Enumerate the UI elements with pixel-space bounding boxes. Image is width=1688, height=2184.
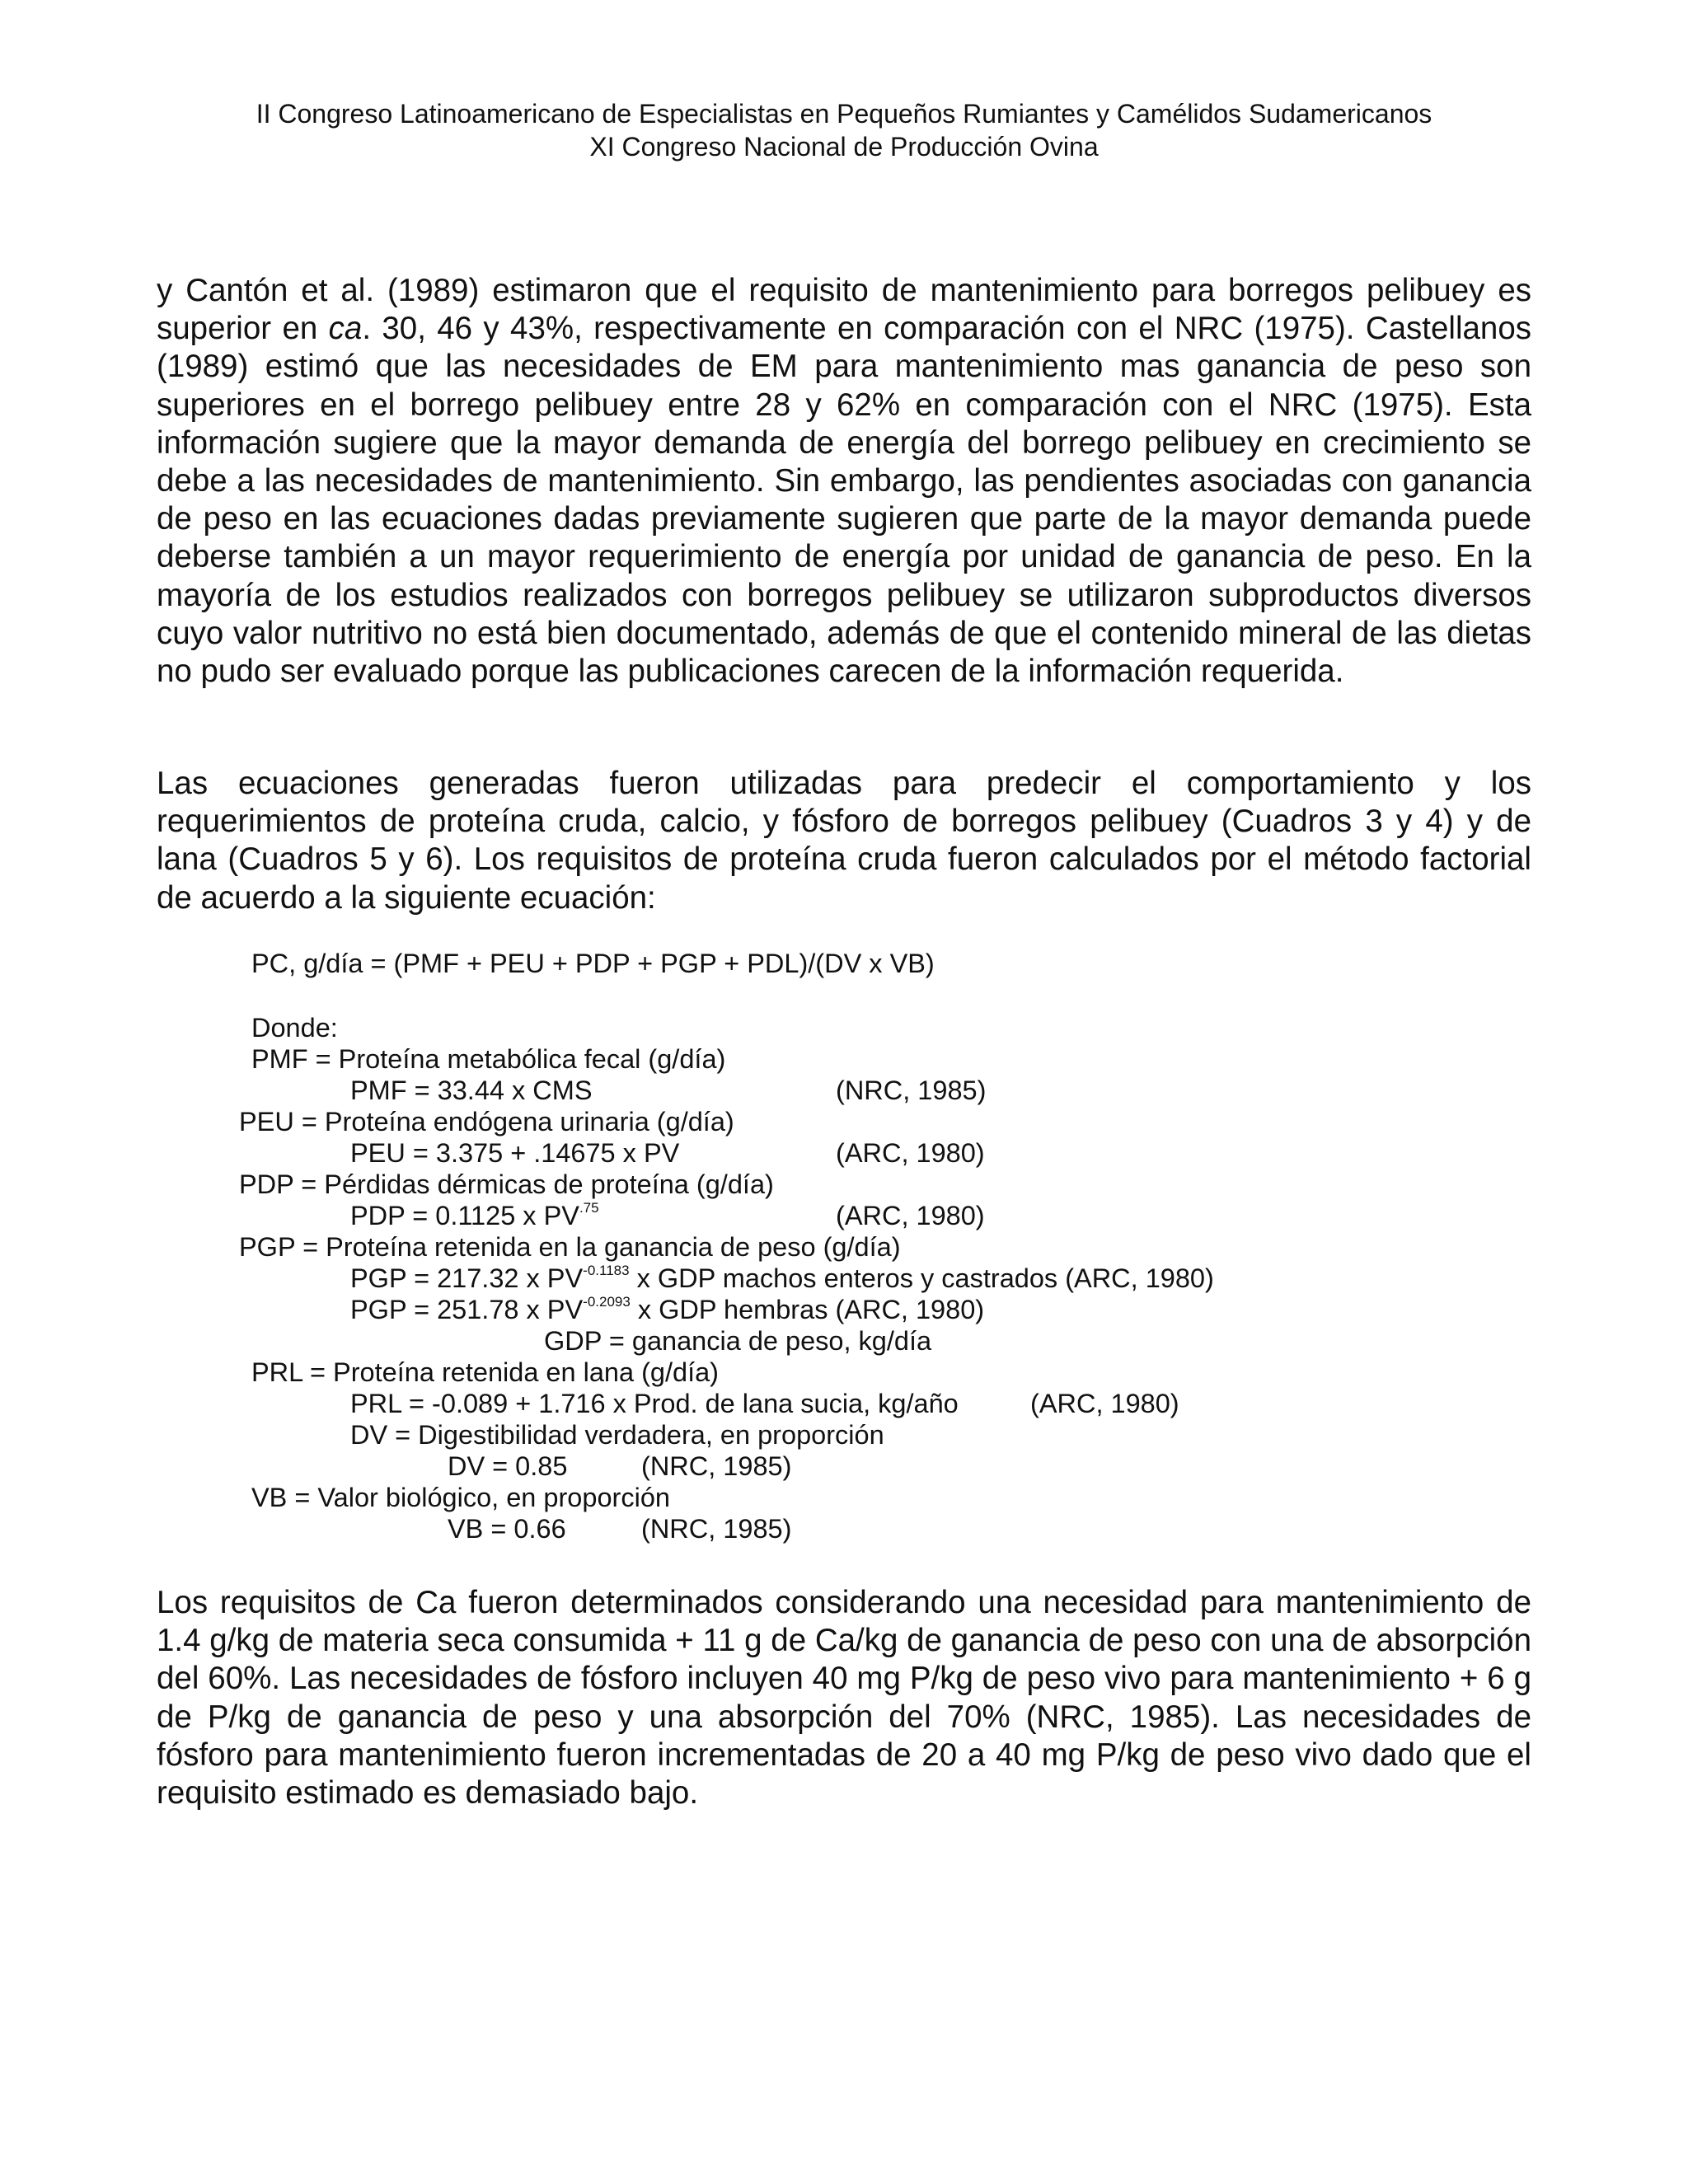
pmf-reference: (NRC, 1985)	[836, 1076, 987, 1105]
pgp-label: PGP = Proteína retenida en la ganancia de peso (g/día)	[239, 1232, 901, 1262]
dv-label: DV = Digestibilidad verdadera, en proporción	[350, 1420, 884, 1450]
paragraph-2: Las ecuaciones generadas fueron utilizadas para predecir el comportamiento y los requerimientos de proteína cruda, calcio, y fósforo de borregos pelibuey (Cuadros 3 y 4) y de lana (Cuadros 5 y 6). Los requisitos de proteína cruda fueron calculados por el método factorial de acuerdo a la siguiente ecuación:	[157, 766, 1531, 916]
pgp-equation-machos-rest: x GDP machos enteros y castrados (ARC, 1980)	[629, 1263, 1214, 1293]
donde-label: Donde:	[251, 1013, 338, 1043]
dv-reference: (NRC, 1985)	[641, 1451, 792, 1481]
header-line-1: II Congreso Latinoamericano de Especialistas en Pequeños Rumiantes y Camélidos Sudamericanos	[256, 99, 1432, 129]
header-line-2: XI Congreso Nacional de Producción Ovina	[589, 132, 1099, 162]
vb-equation: VB = 0.66	[448, 1514, 566, 1544]
vb-label: VB = Valor biológico, en proporción	[251, 1483, 670, 1512]
pgp-equation-hembras-rest: x GDP hembras (ARC, 1980)	[630, 1295, 985, 1324]
paragraph-1-text-b: . 30, 46 y 43%, respectivamente en comparación con el NRC (1975). Castellanos (1989) estimó que las necesidades de EM para mantenimiento mas ganancia de peso son superiores en el borrego pelibuey entre 28 y 62% en comparación con el NRC (1975). Esta información sugiere que la mayor demanda de energía del borrego pelibuey en crecimiento se debe a las necesidades de mantenimiento. Sin embargo, las pendientes asociadas con ganancia de peso en las ecuaciones dadas previamente sugieren que parte de la mayor demanda puede deberse también a un mayor requerimiento de energía por unidad de ganancia de peso. En la mayoría de los estudios realizados con borregos pelibuey se utilizaron subproductos diversos cuyo valor nutritivo no está bien documentado, además de que el contenido mineral de las dietas no pudo ser evaluado porque las publicaciones carecen de la información requerida.	[157, 311, 1531, 690]
dv-equation: DV = 0.85	[448, 1451, 568, 1481]
prl-reference: (ARC, 1980)	[1030, 1389, 1179, 1418]
pmf-label: PMF = Proteína metabólica fecal (g/día)	[251, 1044, 726, 1074]
pgp-equation-hembras	[350, 1294, 984, 1325]
pgp-equation-hembras-text: PGP = 251.78 x PV	[350, 1295, 584, 1324]
pdp-exponent: .75	[579, 1200, 599, 1216]
paragraph-1-italic: ca	[328, 311, 363, 347]
gdp-definition: GDP = ganancia de peso, kg/día	[544, 1326, 932, 1356]
pdp-equation	[350, 1200, 599, 1231]
pdp-reference: (ARC, 1980)	[836, 1201, 985, 1230]
pgp-hembras-exponent: -0.2093	[583, 1294, 631, 1310]
vb-reference: (NRC, 1985)	[641, 1514, 792, 1544]
peu-equation: PEU = 3.375 + .14675 x PV	[350, 1138, 680, 1168]
pgp-machos-exponent: -0.1183	[583, 1263, 630, 1278]
peu-label: PEU = Proteína endógena urinaria (g/día)	[239, 1107, 734, 1137]
paragraph-1-text-a: y Cantón et al. (1989) estimaron que el requisito de mantenimiento para borregos pelibuey es superior en	[157, 273, 1531, 347]
pgp-equation-machos	[350, 1263, 1214, 1294]
paragraph-3: Los requisitos de Ca fueron determinados considerando una necesidad para mantenimiento de 1.4 g/kg de materia seca consumida + 11 g de Ca/kg de ganancia de peso con una de absorpción del 60%. Las necesidades de fósforo incluyen 40 mg P/kg de peso vivo para mantenimiento + 6 g de P/kg de ganancia de peso y una absorpción del 70% (NRC, 1985). Las necesidades de fósforo para mantenimiento fueron incrementadas de 20 a 40 mg P/kg de peso vivo dado que el requisito estimado es demasiado bajo.	[157, 1585, 1531, 1811]
pdp-label: PDP = Pérdidas dérmicas de proteína (g/día)	[239, 1169, 774, 1199]
pgp-equation-machos-text: PGP = 217.32 x PV	[350, 1263, 584, 1293]
pdp-equation-text: PDP = 0.1125 x PV	[350, 1201, 579, 1230]
prl-label: PRL = Proteína retenida en lana (g/día)	[251, 1357, 720, 1387]
prl-equation: PRL = -0.089 + 1.716 x Prod. de lana sucia, kg/año	[350, 1389, 959, 1418]
pmf-equation: PMF = 33.44 x CMS	[350, 1076, 593, 1105]
main-equation: PC, g/día = (PMF + PEU + PDP + PGP + PDL)/(DV x VB)	[251, 949, 935, 978]
peu-reference: (ARC, 1980)	[836, 1138, 985, 1168]
